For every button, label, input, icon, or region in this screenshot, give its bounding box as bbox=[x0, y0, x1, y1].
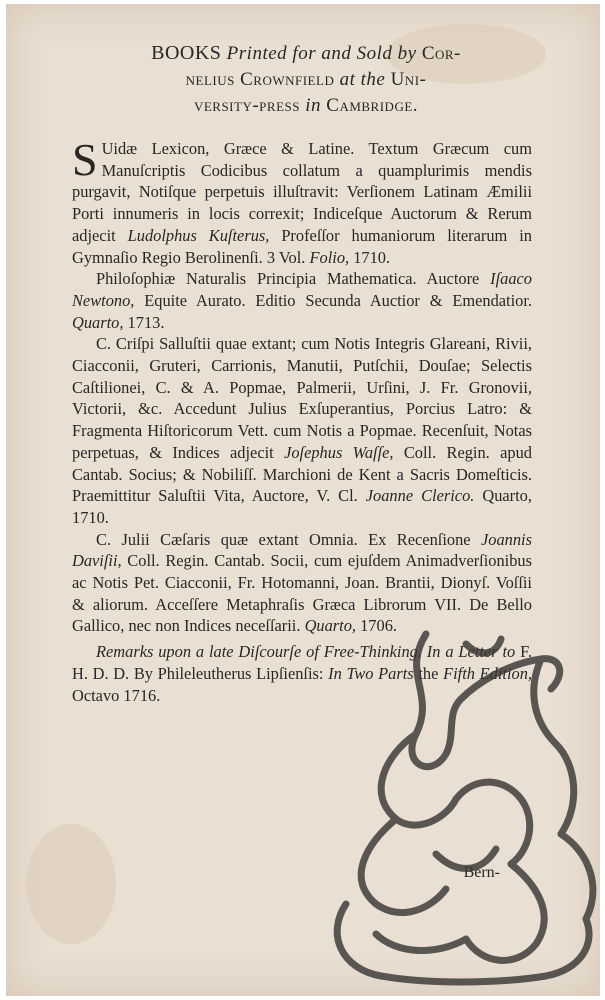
heading-cor: Cor- bbox=[421, 43, 461, 64]
entry-year: 1710. bbox=[349, 247, 391, 267]
entry-year: 1706. bbox=[356, 616, 397, 636]
entry-text: Coll. Regin. apud Cantab. Socius; & Nobiliſſ. Marchioni de Kent a Sacris Domeſticis. Praemittitur Saluſtii Vita, Auctore, V. Cl. bbox=[72, 442, 532, 506]
entry-year: Quarto, 1710. bbox=[72, 486, 532, 527]
drop-cap: S bbox=[72, 134, 98, 185]
flame-stamp-icon bbox=[306, 604, 600, 996]
entry-format: Folio, bbox=[309, 247, 350, 267]
heading-uni: Uni- bbox=[390, 69, 427, 90]
heading-books: BOOKS bbox=[151, 42, 222, 64]
heading-printed: Printed for and Sold by bbox=[226, 43, 417, 64]
book-page bbox=[6, 4, 600, 996]
remarks-year: Octavo 1716. bbox=[72, 685, 161, 705]
entry-author: Joſephus Waſſe, bbox=[284, 442, 394, 462]
entry-text: C. Julii Cæſaris quæ extant Omnia. Ex Recenſione bbox=[96, 529, 481, 549]
paper-stain bbox=[26, 824, 116, 944]
entry-author: Ludolphus Kuſterus, bbox=[127, 225, 270, 245]
heading-cambridge: Cambridge. bbox=[326, 95, 419, 116]
entry-sallust bbox=[72, 333, 532, 528]
entry-text: C. Criſpi Salluſtii quae extant; cum Notis Integris Glareani, Rivii, Ciacconii, Gruteri, Carrionis, Manutii, Putſchii, Douſae; Selectis Caſtilionei, C. & A. Popmae, Palmerii, Urſini, J. Fr. Gronovii, Victorii, &c. Accedunt Julius Exſuperantius, Porcius Latro: & Fragmenta Hiſtoricorum Vett. cum Notis a Popmae. Recenſuit, Notas perpetuas, & Indices adjecit bbox=[72, 334, 532, 462]
entry-author: Iſaaco Newtono, bbox=[72, 269, 532, 310]
remarks-text: F. H. D. D. By Phileleutherus Lipſienſis: bbox=[72, 642, 533, 683]
remarks-text: the bbox=[413, 663, 444, 683]
remarks-title: Remarks upon a late Diſcourſe of Free-Thinking. In a Letter to bbox=[96, 642, 516, 662]
catchword: Bern- bbox=[463, 864, 500, 881]
entry-text: Coll. Regin. Cantab. Socii, cum ejuſdem Animadverſionibus ac Notis Pet. Ciacconii, Fr. Hotomanni, Joan. Brantii, Dionyſ. Voſſii & aliorum. Acceſſere Metaphraſis Græca Librorum VII. De Bello Gallico, nec non Indices neceſſarii. bbox=[72, 551, 532, 636]
entry-format: Quarto, bbox=[72, 312, 124, 332]
entry-author: Joannis Daviſii, bbox=[72, 529, 532, 571]
entry-newton bbox=[72, 268, 532, 333]
remarks-parts: In Two Parts bbox=[328, 663, 414, 683]
entry-text: Philoſophiæ Naturalis Principia Mathematica. Auctore bbox=[96, 269, 491, 289]
remarks-edition: Fifth Edition, bbox=[443, 663, 532, 683]
entry-format: Quarto, bbox=[304, 616, 357, 636]
heading-at-the: at the bbox=[339, 69, 386, 90]
entry-year: 1713. bbox=[123, 312, 165, 332]
entry-suidas bbox=[72, 134, 532, 268]
entry-text: Equite Aurato. Editio Secunda Auctior & Emendatior. bbox=[134, 290, 532, 310]
page-heading bbox=[76, 40, 536, 119]
entry-author: Joanne Clerico. bbox=[365, 486, 475, 506]
heading-in: in bbox=[305, 95, 322, 116]
entry-text: Profeſſor humaniorum literarum in Gymnaſio Regio Berolinenſi. 3 Vol. bbox=[72, 225, 532, 267]
entry-text: Uidæ Lexicon, Græce & Latine. Textum Græcum cum Manuſcriptis Codicibus collatum a quamplurimis mendis purgavit, Notiſque perpetuis illuſtravit: Verſionem Latinam Æmilii Porti innumeris in locis correxit; Indiceſque Auctorum & Rerum adjecit bbox=[72, 139, 532, 245]
heading-press: versity-press bbox=[193, 95, 300, 116]
heading-crownfield: nelius Crownfield bbox=[185, 69, 335, 90]
